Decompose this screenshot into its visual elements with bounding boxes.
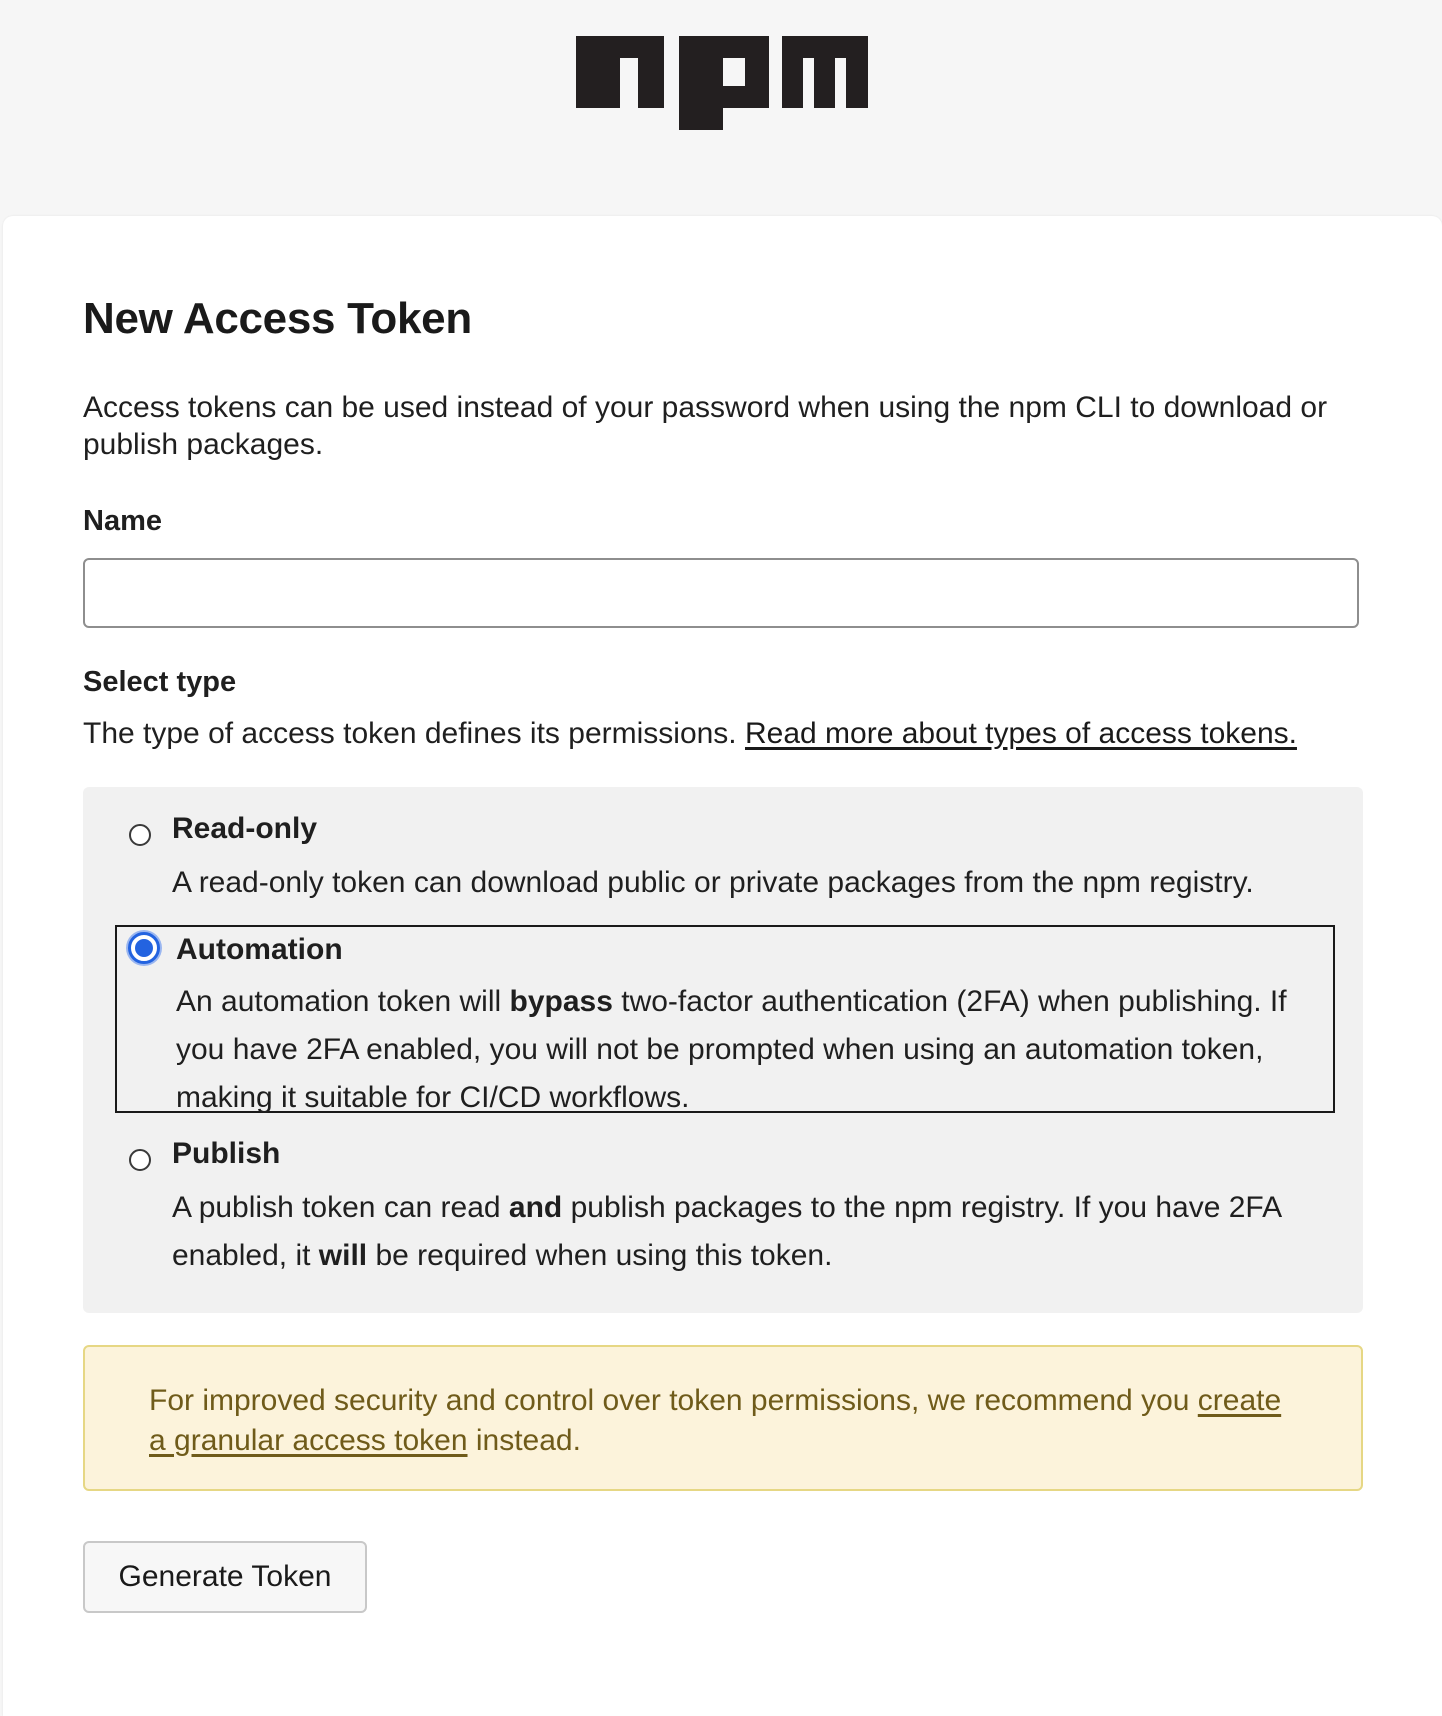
desc-part: An automation token will (176, 985, 510, 1018)
page-title: New Access Token (83, 294, 472, 343)
token-types-link[interactable]: Read more about types of access tokens. (745, 717, 1297, 750)
name-label: Name (83, 505, 162, 537)
type-desc-text: The type of access token defines its permissions. (83, 717, 737, 750)
option-title: Automation (176, 933, 343, 966)
option-description (176, 978, 1296, 1122)
notice-text-end: instead. (467, 1424, 581, 1457)
generate-token-button[interactable]: Generate Token (83, 1541, 367, 1613)
radio-read-only[interactable] (129, 824, 151, 846)
npm-logo[interactable] (576, 34, 868, 130)
desc-emphasis: bypass (509, 985, 613, 1018)
desc-part: A publish token can read (172, 1191, 509, 1224)
option-automation[interactable] (115, 925, 1335, 1113)
page-header (0, 0, 1442, 216)
radio-publish[interactable] (129, 1149, 151, 1171)
granular-token-notice (83, 1345, 1363, 1491)
option-description: A read-only token can download public or private packages from the npm registry. (172, 866, 1254, 899)
name-input[interactable] (83, 558, 1359, 628)
option-title: Read-only (172, 812, 318, 845)
option-publish[interactable] (113, 1137, 1333, 1287)
desc-part: publish packages to the npm registry. If you have 2FA enabled, it (172, 1191, 1281, 1272)
token-type-options (83, 787, 1363, 1313)
option-read-only[interactable] (113, 812, 1333, 904)
select-type-label: Select type (83, 666, 237, 698)
desc-emphasis: and (508, 1191, 563, 1224)
radio-automation[interactable] (128, 932, 160, 964)
select-type-description (83, 717, 1297, 751)
desc-part: be required when using this token. (367, 1239, 833, 1272)
granular-token-link[interactable]: create a granular access token (149, 1384, 1282, 1457)
desc-emphasis: will (318, 1239, 368, 1272)
desc-part: two-factor authentication (2FA) when publishing. If you have 2FA enabled, you will not be prompted when using an automation token, making it suitable for CI/CD workflows. (176, 985, 1287, 1114)
option-title: Publish (172, 1137, 281, 1170)
token-card (3, 216, 1442, 1716)
option-description (172, 1184, 1292, 1280)
notice-text: For improved security and control over token permissions, we recommend you (149, 1384, 1198, 1417)
intro-text: Access tokens can be used instead of your password when using the npm CLI to download or publish packages. (83, 391, 1328, 461)
